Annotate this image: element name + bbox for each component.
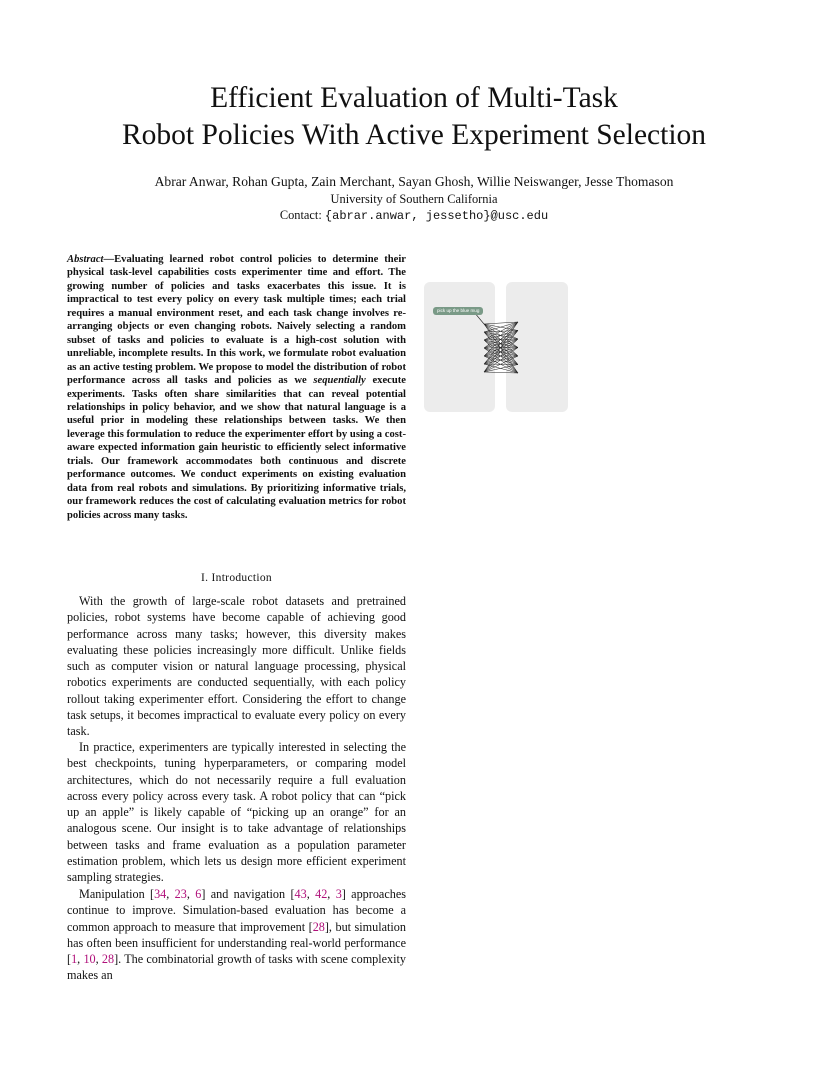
intro-paragraph-1-text: With the growth of large-scale robot datasets and pretrained policies, robot systems have become capable of achieving good performance across many tasks; however, this diversity makes evaluating these policies increasingly more difficult. Unlike fields such as computer vision or natural language processing, physical robotics experiments are conducted sequentially, with each policy rollout taking experimenter effort. Considering the effort to change task setups, it becomes impractical to evaluate every policy on every task. <box>67 594 406 739</box>
p3-sep: , <box>166 887 175 901</box>
p3-text: ] and navigation [ <box>201 887 295 901</box>
citation-link[interactable]: 28 <box>312 919 325 934</box>
paper-title <box>40 80 788 154</box>
p3-text: Manipulation [ <box>79 887 155 901</box>
intro-paragraph-2-text: In practice, experimenters are typically interested in selecting the best checkpoints, tuning hyperparameters, or comparing model architectures, which do not necessarily require a full evaluation across every policy across every task. A robot policy that can “pick up an apple” is likely capable of “picking up an orange” for an analogous scene. Our insight is to take advantage of relationships between tasks and frame evaluation as a population parameter estimation problem, which lets us design more efficient experiment sampling strategies. <box>67 740 406 885</box>
graph-edge <box>484 372 518 373</box>
abstract-emphasis: sequentially <box>313 375 366 387</box>
citation-link[interactable]: 43 <box>294 887 307 901</box>
title-line-2: Robot Policies With Active Experiment Selection <box>121 119 707 151</box>
abstract <box>67 253 406 522</box>
p3-text: ], but simulation has often been insufficient for understanding real-world performance [ <box>67 919 406 967</box>
citation-link[interactable]: 1 <box>71 952 78 967</box>
citation-link[interactable]: 23 <box>174 887 187 901</box>
citation-link[interactable]: 10 <box>83 952 96 967</box>
task-label-pill: pick up the blue mug <box>433 307 483 315</box>
author-list: Abrar Anwar, Rohan Gupta, Zain Merchant, Sayan Ghosh, Willie Neiswanger, Jesse Thomason <box>154 174 674 189</box>
intro-paragraph-3-text <box>67 886 406 984</box>
p3-sep: , <box>77 952 84 967</box>
task-policy-edges <box>424 282 568 412</box>
citation-link[interactable]: 42 <box>315 887 328 901</box>
title-line-1: Efficient Evaluation of Multi-Task <box>210 82 618 114</box>
citation-link[interactable]: 6 <box>195 887 202 901</box>
intro-paragraph-3 <box>67 886 406 984</box>
p3-sep: , <box>186 887 196 901</box>
citation-link[interactable]: 28 <box>101 952 115 967</box>
contact-label: Contact: <box>279 208 322 222</box>
citation-link[interactable]: 34 <box>154 887 167 901</box>
abstract-text-part1: —Evaluating learned robot control policies to determine their physical task-level capabilities costs experimenter time and effort. The growing number of policies and tasks exacerbates this issue. It is impractical to test every policy on every task multiple times; each trial requires a manual environment reset, and each task change involves re-arranging objects or even changing robots. Naively selecting a random subset of tasks and policies to evaluate is a high-cost solution with unreliable, incomplete results. In this work, we formulate robot evaluation as an active testing problem. We propose to model the distribution of robot performance across all tasks and policies as we <box>67 254 406 387</box>
contact-email[interactable]: {abrar.anwar, jessetho}@usc.edu <box>324 209 549 223</box>
section-heading-introduction: I. Introduction <box>201 572 272 584</box>
p3-text: ] approaches continue to improve. Simulation-based evaluation has become a common approach to measure that improvement [ <box>67 887 406 934</box>
teaser-figure <box>424 282 568 412</box>
affiliation: University of Southern California <box>330 192 498 206</box>
p3-sep: , <box>327 887 336 901</box>
abstract-text-part2: execute experiments. Tasks often share similarities that can reveal potential relationships in policy behavior, and we show that natural language is a useful prior in modeling these relationships between tasks. We then leverage this formulation to reduce the experimenter effort by using a cost-aware expected information gain heuristic to efficiently select informative trials. Our framework accommodates both continuous and discrete performance outcomes. We conduct experiments on existing evaluation data from real robots and simulations. By prioritizing informative trials, our framework reduces the cost of calculating evaluation metrics for robot policies across many tasks. <box>67 375 406 521</box>
intro-paragraph-2 <box>67 739 406 886</box>
p3-sep: , <box>306 887 316 901</box>
p3-sep: , <box>95 952 102 967</box>
contact-line <box>40 207 788 224</box>
intro-paragraph-1 <box>67 593 406 740</box>
abstract-label: Abstract <box>67 254 104 265</box>
citation-link[interactable]: 3 <box>335 887 342 901</box>
p3-text: ]. The combinatorial growth of tasks with scene complexity makes an <box>67 952 407 983</box>
